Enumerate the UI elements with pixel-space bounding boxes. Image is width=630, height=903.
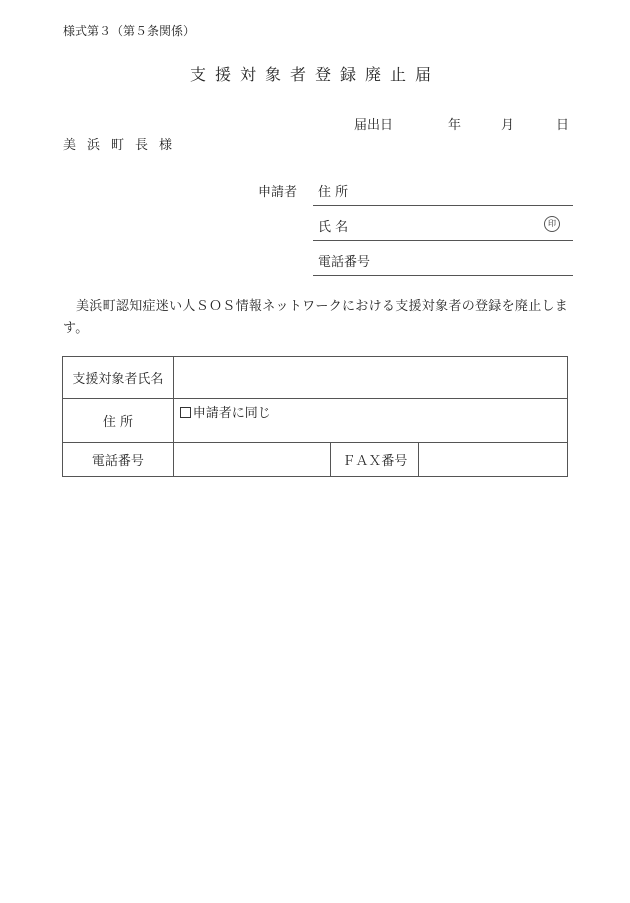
seal-mark: 印 — [544, 216, 560, 232]
subject-fax-field[interactable] — [419, 443, 568, 477]
applicant-address-label: 住 所 — [318, 185, 349, 200]
applicant-name-label: 氏 名 — [318, 220, 349, 235]
year-label: 年 — [448, 118, 462, 133]
subject-phone-field[interactable] — [173, 443, 331, 477]
same-as-applicant-checkbox[interactable] — [180, 407, 191, 418]
subject-info-table — [62, 356, 568, 477]
table-row — [63, 443, 568, 477]
subject-name-field[interactable] — [173, 357, 567, 399]
address-underline — [313, 205, 573, 206]
subject-address-field[interactable] — [173, 399, 567, 443]
phone-underline — [313, 275, 573, 276]
applicant-label: 申請者 — [258, 185, 298, 200]
statement-text: 美浜町認知症迷い人ＳＯＳ情報ネットワークにおける支援対象者の登録を廃止します。 — [63, 299, 569, 336]
day-label: 日 — [556, 118, 570, 133]
table-row — [63, 357, 568, 399]
applicant-phone-label: 電話番号 — [318, 255, 371, 270]
form-number: 様式第３（第５条関係） — [63, 24, 196, 38]
document-title: 支援対象者登録廃止届 — [189, 65, 440, 84]
same-as-applicant-label: 申請者に同じ — [192, 406, 271, 421]
table-row — [63, 399, 568, 443]
subject-name-label: 支援対象者氏名 — [63, 357, 174, 399]
subject-fax-label: ＦＡＸ番号 — [331, 443, 419, 477]
name-underline — [313, 240, 573, 241]
subject-phone-label: 電話番号 — [63, 443, 174, 477]
month-label: 月 — [501, 118, 515, 133]
subject-address-label: 住 所 — [63, 399, 174, 443]
addressee: 美浜町長様 — [63, 138, 184, 153]
date-label: 届出日 — [354, 118, 394, 133]
